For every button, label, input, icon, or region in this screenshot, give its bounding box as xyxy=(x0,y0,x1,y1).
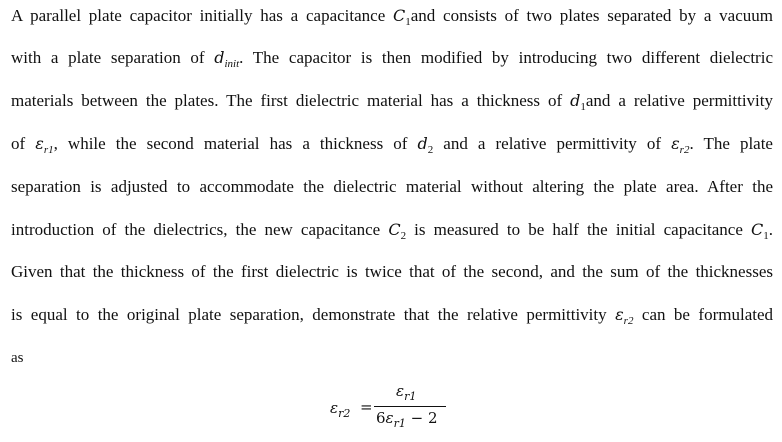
problem-line-1 xyxy=(11,6,773,28)
math-subscript: r2 xyxy=(679,144,690,156)
problem-line-3 xyxy=(11,91,773,113)
text-run: separation is adjusted to accommodate the dielectric material without altering the plate area. After the xyxy=(11,177,773,196)
math-symbol: d xyxy=(570,91,581,110)
text-run: and a relative permittivity xyxy=(585,91,774,110)
math-subscript: 1 xyxy=(580,101,586,113)
problem-line-6 xyxy=(11,220,773,242)
epsilon-symbol: ε xyxy=(385,409,394,427)
equals-sign: = xyxy=(360,398,373,416)
coefficient: 6 xyxy=(376,409,386,427)
math-symbol: d xyxy=(214,48,225,67)
text-run: of xyxy=(11,134,36,153)
text-run: . The plate xyxy=(689,134,773,153)
math-subscript: 2 xyxy=(427,144,434,156)
text-run: A parallel plate capacitor initially has a capacitance xyxy=(11,6,393,25)
text-run: materials between the plates. The first dielectric material has a thickness of xyxy=(11,91,571,110)
text-run: as xyxy=(11,350,24,366)
math-subscript: 2 xyxy=(400,230,407,242)
epsilon-symbol: ε xyxy=(330,399,339,417)
math-symbol: ε xyxy=(615,305,624,324)
math-subscript: r1 xyxy=(404,390,417,403)
problem-line-5 xyxy=(11,177,773,197)
math-subscript: init xyxy=(224,58,240,70)
text-run: is measured to be half the initial capacitance xyxy=(406,220,751,239)
result-formula xyxy=(330,382,450,432)
fraction-bar xyxy=(374,406,446,407)
text-run: introduction of the dielectrics, the new capacitance xyxy=(11,220,389,239)
text-run: , while the second material has a thickness of xyxy=(53,134,418,153)
text-run: . xyxy=(768,220,773,239)
text-run: Given that the thickness of the first dielectric is twice that of the second, and the sum of the thicknesses xyxy=(11,262,773,281)
text-run: with a plate separation of xyxy=(11,48,215,67)
problem-line-9 xyxy=(11,348,24,368)
math-symbol: d xyxy=(417,134,428,153)
text-run: can be formulated xyxy=(633,305,774,324)
math-subscript: r1 xyxy=(393,417,406,430)
problem-line-2 xyxy=(11,48,773,70)
math-subscript: r2 xyxy=(623,315,634,327)
text-run: is equal to the original plate separation, demonstrate that the relative permittivity xyxy=(11,305,616,324)
formula-denominator xyxy=(376,409,438,430)
math-subscript: r2 xyxy=(338,407,351,420)
epsilon-symbol: ε xyxy=(396,382,405,400)
math-symbol: C xyxy=(388,220,401,239)
math-subscript: 1 xyxy=(405,16,411,28)
problem-line-4 xyxy=(11,134,773,156)
formula-lhs xyxy=(330,399,351,420)
math-symbol: ε xyxy=(35,134,44,153)
text-run: and consists of two plates separated by a vacuum xyxy=(410,6,773,25)
problem-line-8 xyxy=(11,305,773,327)
problem-line-7 xyxy=(11,262,773,282)
text-run: and a relative permittivity of xyxy=(433,134,672,153)
text-run: . The capacitor is then modified by introducing two different dielectric xyxy=(239,48,773,67)
math-symbol: ε xyxy=(671,134,680,153)
formula-numerator xyxy=(396,382,417,403)
math-subscript: 1 xyxy=(763,230,769,242)
math-symbol: C xyxy=(750,220,764,239)
math-subscript: r1 xyxy=(43,144,54,156)
math-symbol: C xyxy=(393,6,406,25)
minus-term: − 2 xyxy=(405,409,438,427)
